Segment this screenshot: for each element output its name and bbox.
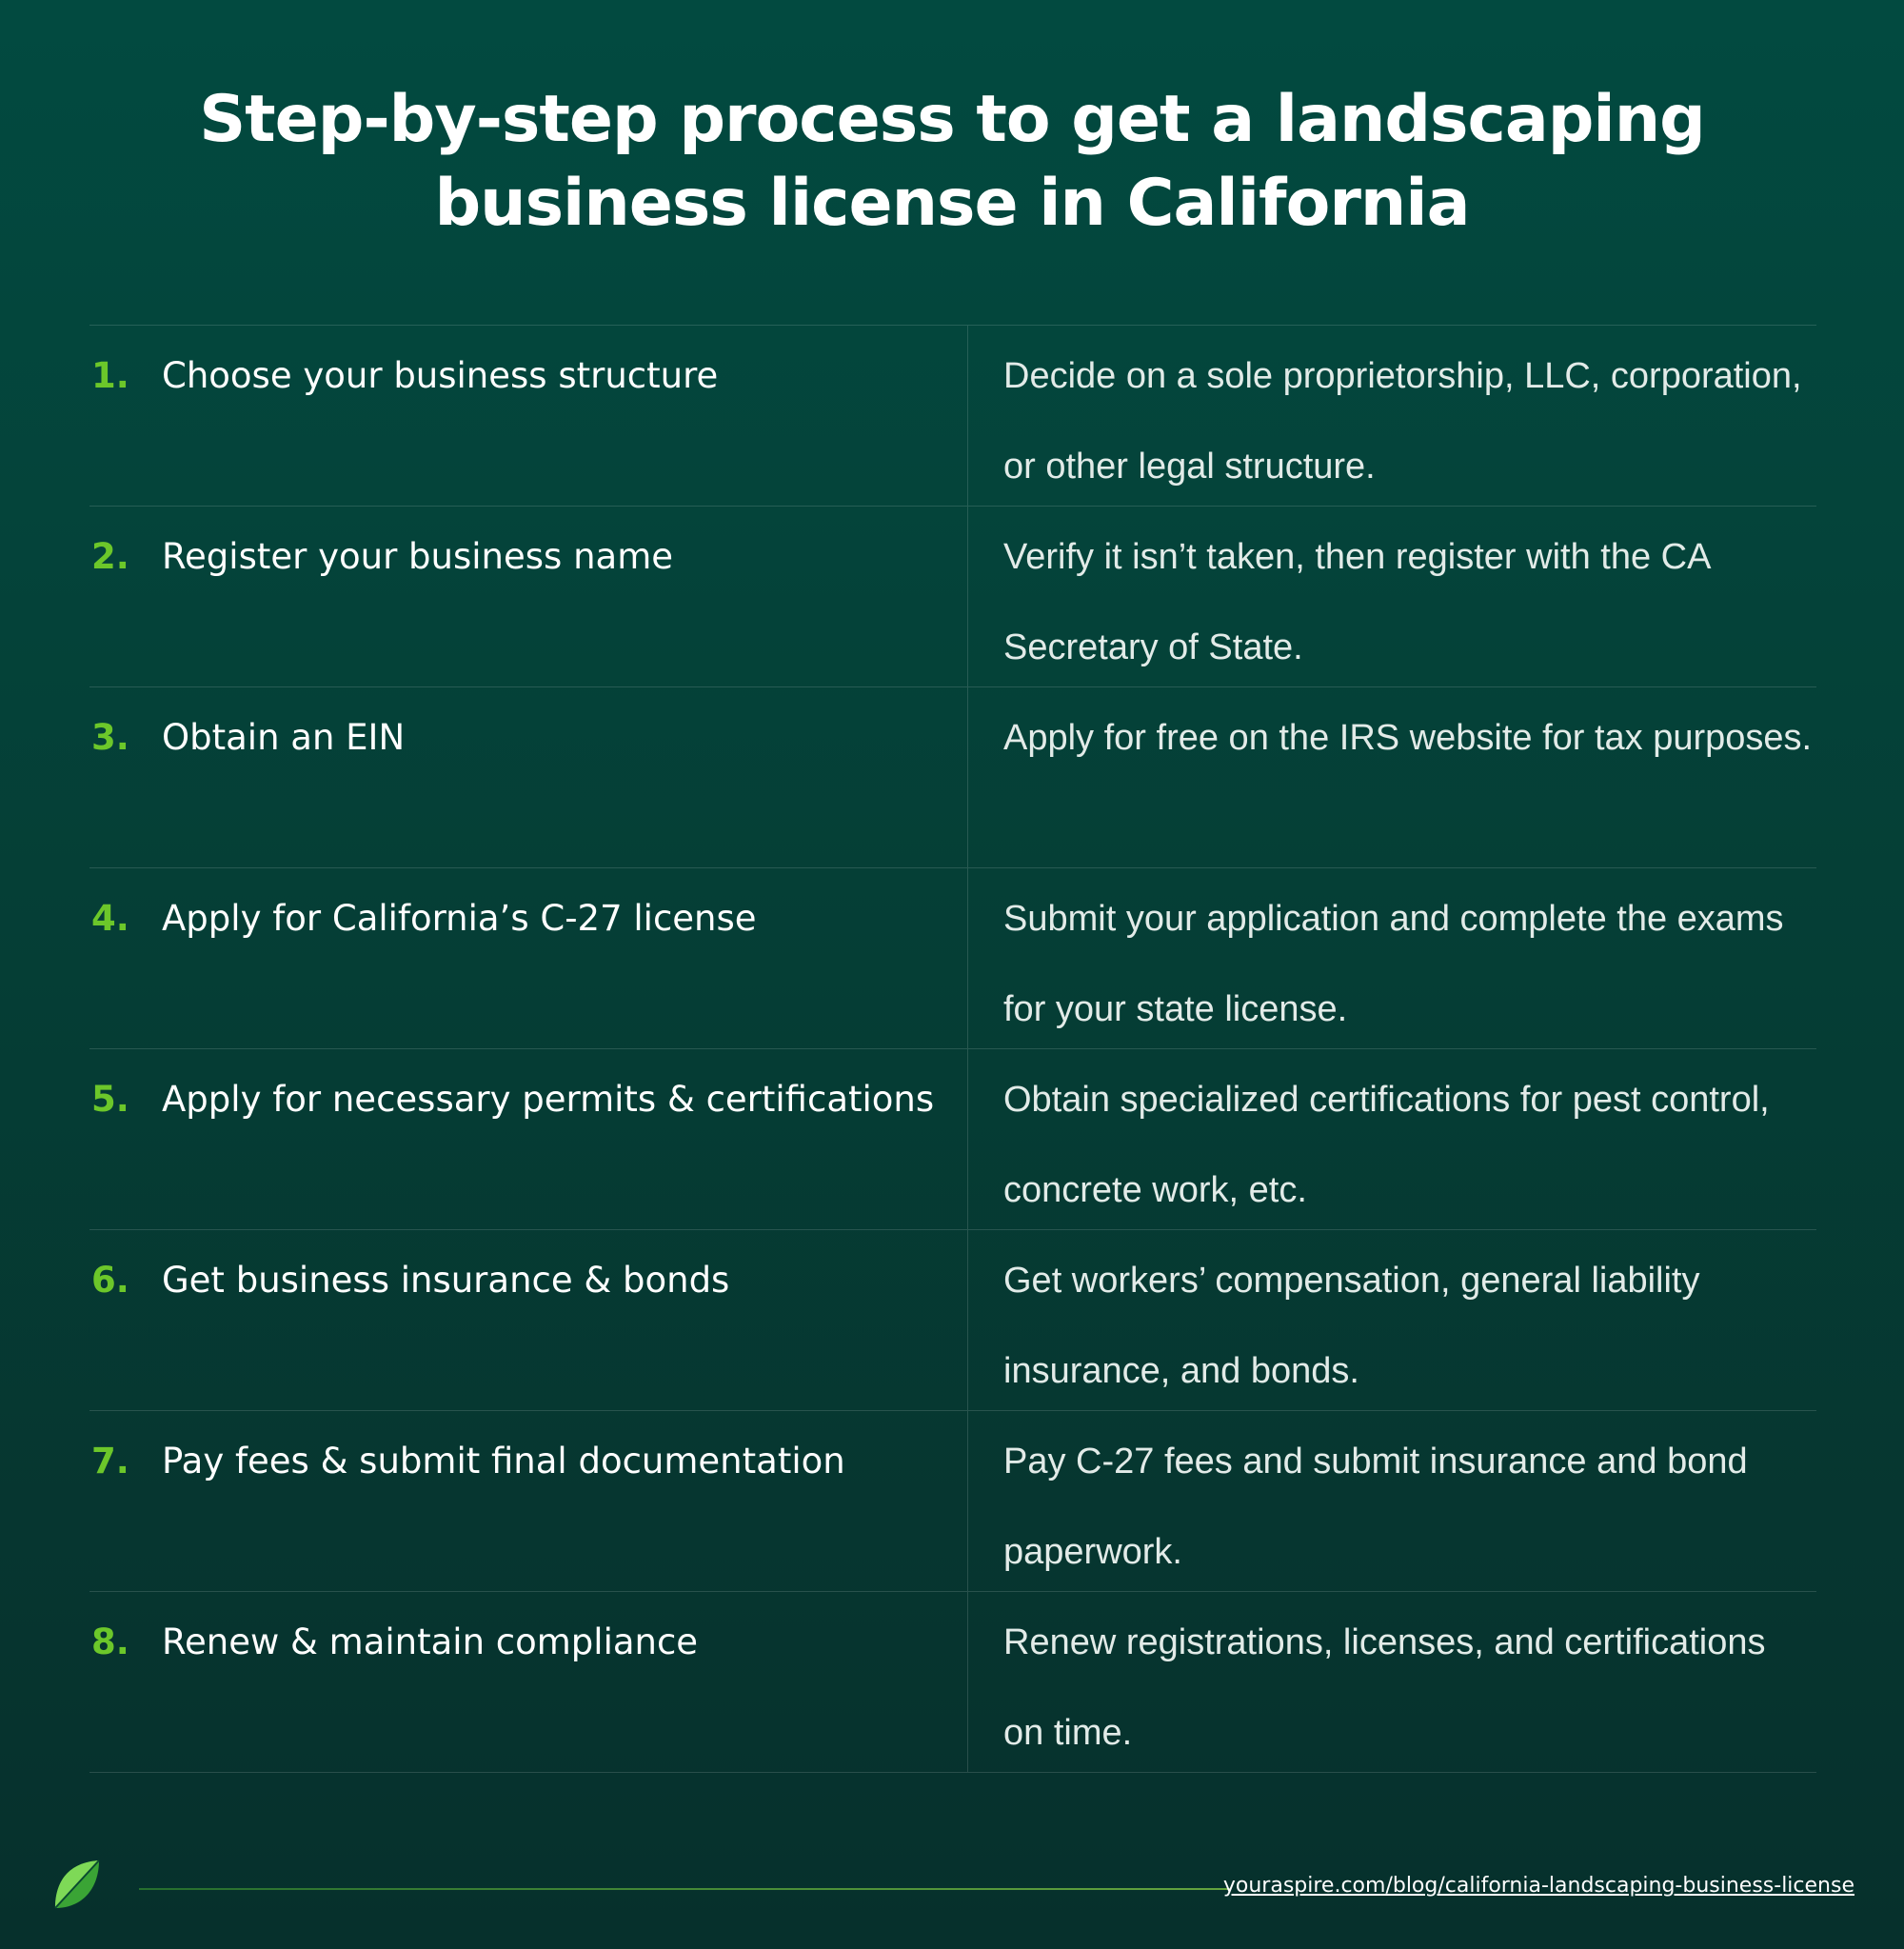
step-left-cell — [89, 326, 968, 506]
step-left-cell — [89, 687, 968, 867]
step-row — [89, 1592, 1816, 1773]
step-description: Obtain specialized certifications for pest control, concrete work, etc. — [1003, 1080, 1770, 1210]
page-title-line-1: Step-by-step process to get a landscaping — [199, 82, 1705, 157]
step-title: Apply for necessary permits & certifications — [162, 1079, 935, 1120]
step-number: 2. — [91, 536, 129, 577]
step-number: 8. — [91, 1621, 129, 1662]
step-row — [89, 1049, 1816, 1230]
step-row — [89, 326, 1816, 507]
page-title — [0, 78, 1904, 246]
step-description: Apply for free on the IRS website for tax purposes. — [1003, 718, 1813, 758]
step-description: Submit your application and complete the exams for your state license. — [1003, 899, 1784, 1029]
step-description: Get workers’ compensation, general liability insurance, and bonds. — [1003, 1261, 1700, 1391]
steps-table — [89, 325, 1816, 1773]
step-description: Renew registrations, licenses, and certifications on time. — [1003, 1622, 1766, 1753]
step-title: Renew & maintain compliance — [162, 1621, 699, 1662]
step-left-cell — [89, 1411, 968, 1591]
footer-divider — [139, 1888, 1230, 1890]
footer-url-link[interactable]: youraspire.com/blog/california-landscaping-business-license — [1222, 1874, 1854, 1898]
step-left-cell — [89, 868, 968, 1048]
step-row — [89, 507, 1816, 687]
step-title: Pay fees & submit final documentation — [162, 1441, 845, 1482]
step-number: 3. — [91, 717, 129, 758]
leaf-logo-icon — [50, 1859, 101, 1910]
step-left-cell — [89, 1592, 968, 1772]
step-row — [89, 1230, 1816, 1411]
step-row — [89, 868, 1816, 1049]
step-left-cell — [89, 507, 968, 686]
step-number: 6. — [91, 1260, 129, 1301]
step-left-cell — [89, 1230, 968, 1410]
step-row — [89, 1411, 1816, 1592]
step-title: Register your business name — [162, 536, 674, 577]
step-number: 1. — [91, 355, 129, 396]
step-title: Obtain an EIN — [162, 717, 406, 758]
step-row — [89, 687, 1816, 868]
step-left-cell — [89, 1049, 968, 1229]
step-description: Verify it isn’t taken, then register with the CA Secretary of State. — [1003, 537, 1710, 667]
step-number: 4. — [91, 898, 129, 939]
step-description: Pay C-27 fees and submit insurance and bond paperwork. — [1003, 1442, 1748, 1572]
step-number: 7. — [91, 1441, 129, 1482]
step-description: Decide on a sole proprietorship, LLC, corporation, or other legal structure. — [1003, 356, 1802, 487]
step-number: 5. — [91, 1079, 129, 1120]
step-title: Apply for California’s C-27 license — [162, 898, 757, 939]
page-title-line-2: business license in California — [434, 166, 1470, 241]
step-title: Choose your business structure — [162, 355, 719, 396]
step-title: Get business insurance & bonds — [162, 1260, 730, 1301]
